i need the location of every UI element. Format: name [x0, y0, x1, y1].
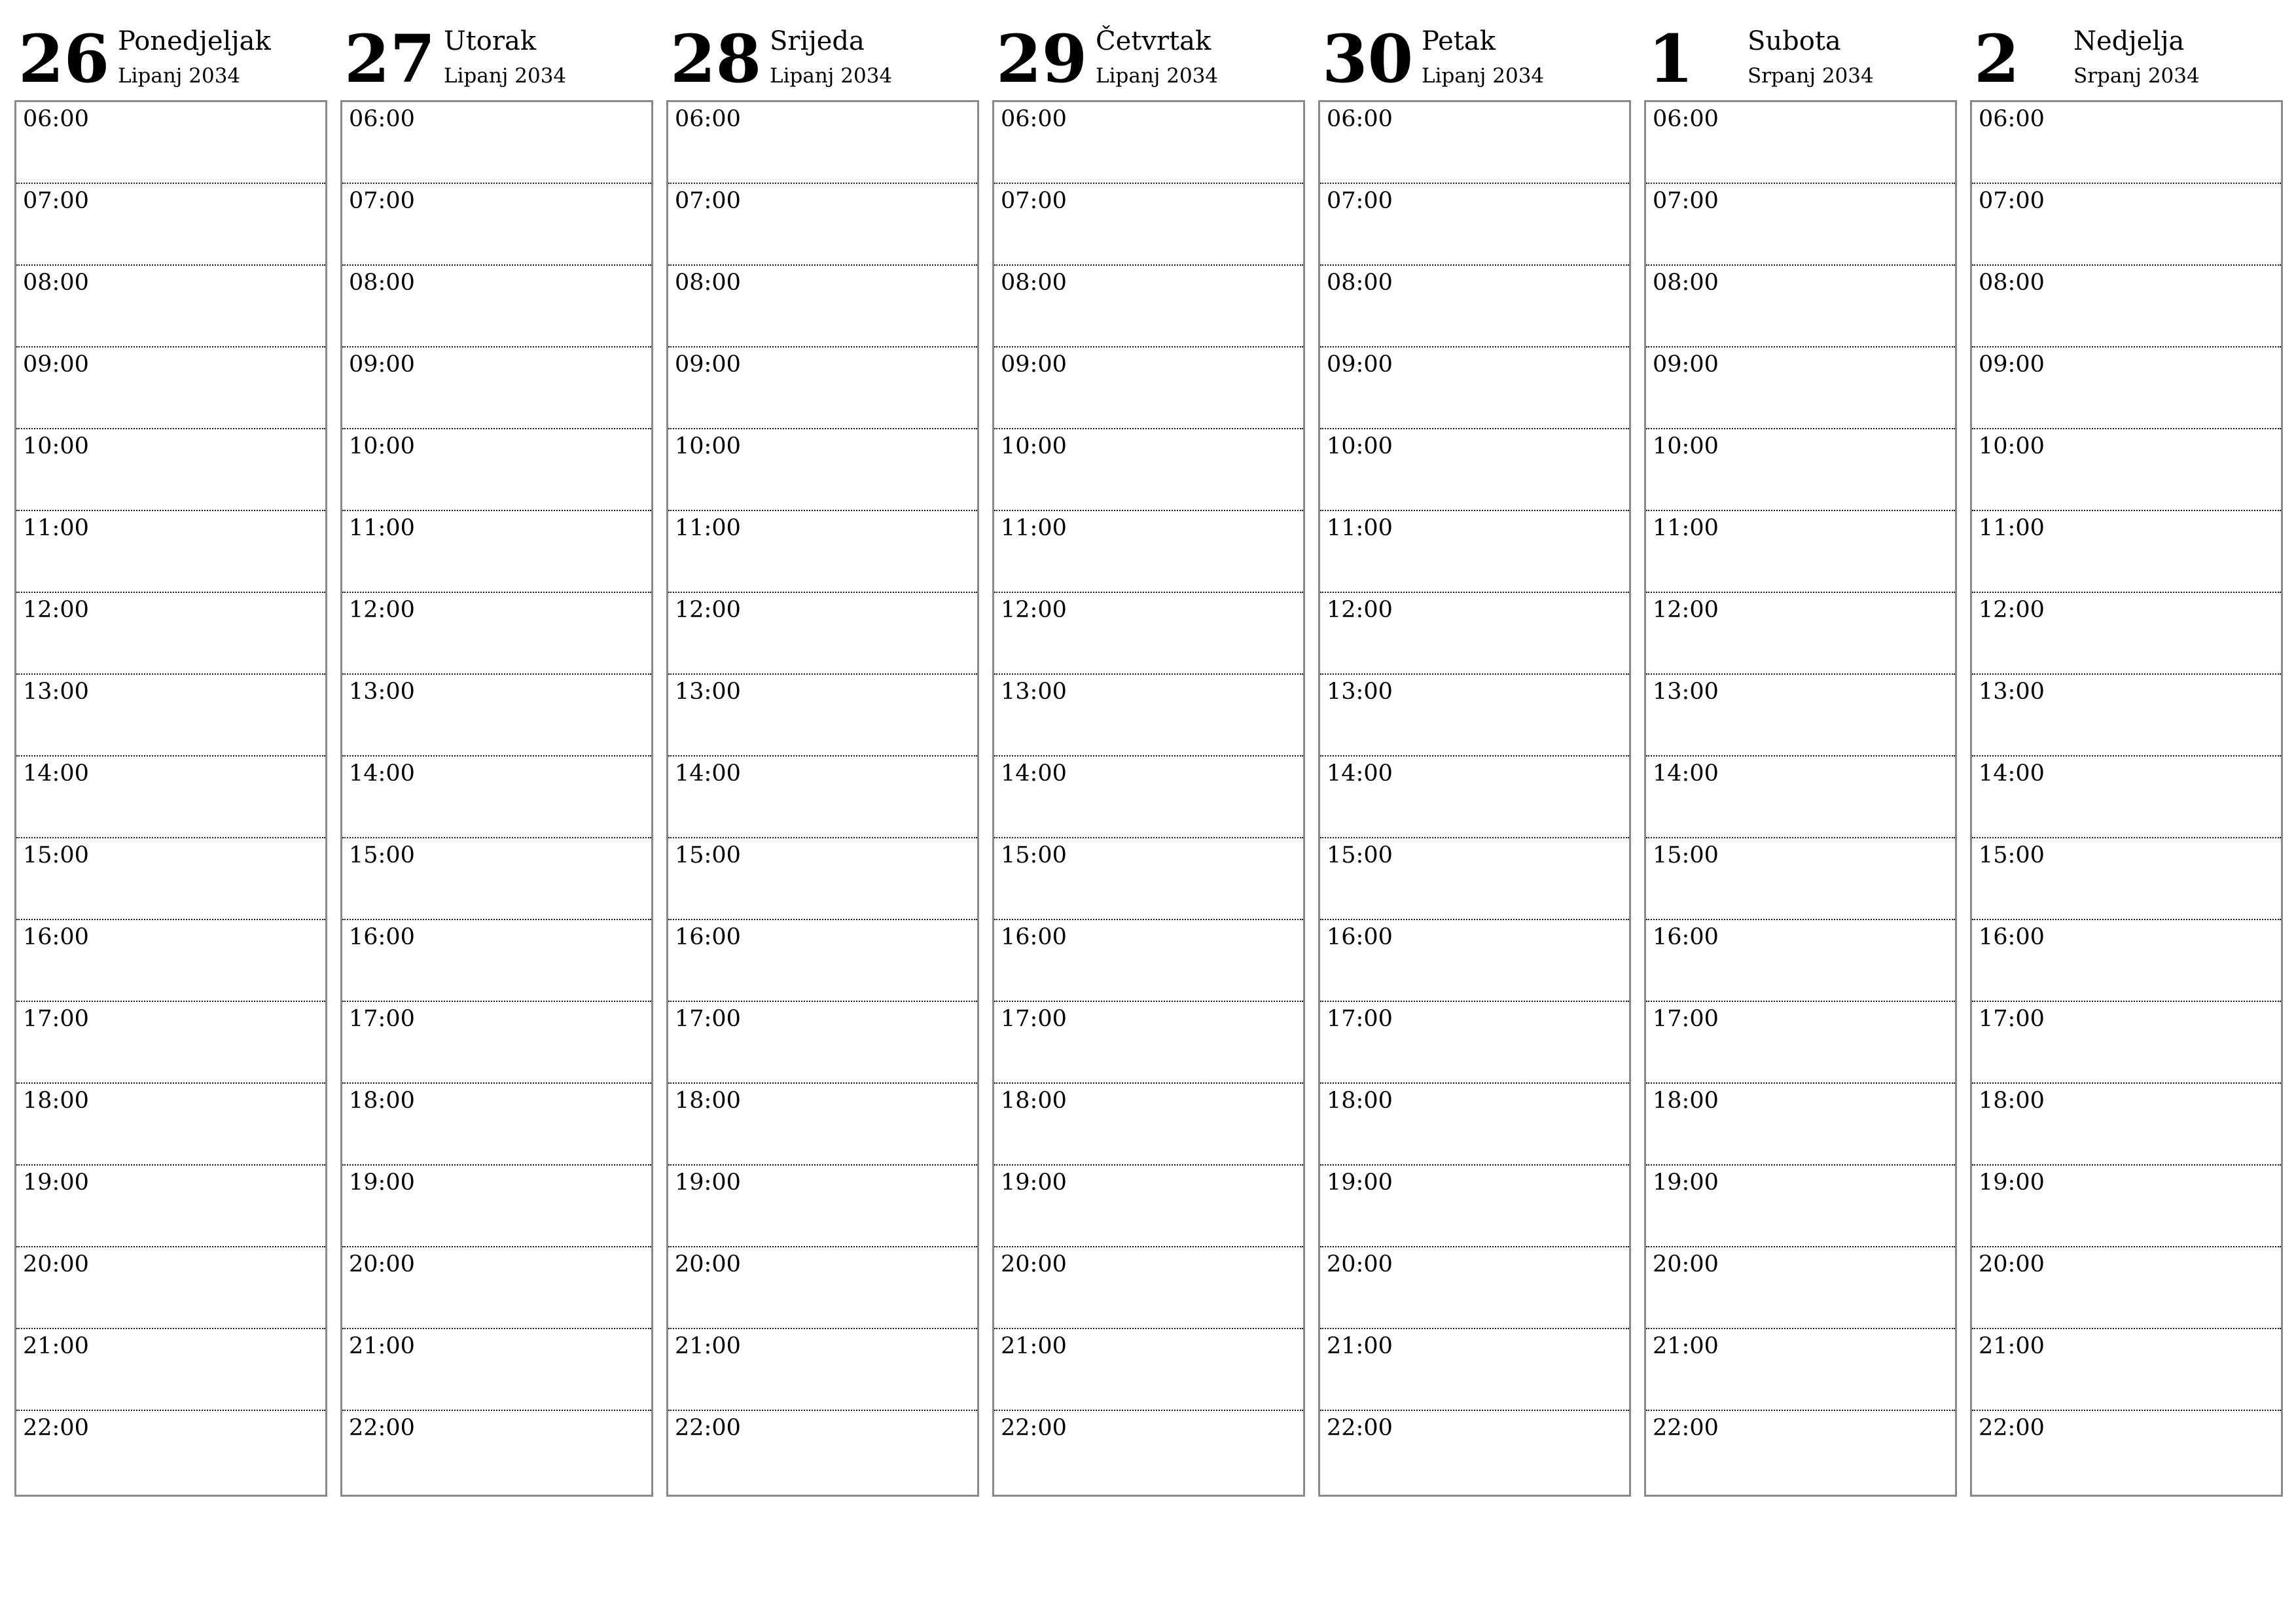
day-month-year: Lipanj 2034 [118, 64, 241, 88]
hour-slot[interactable] [994, 1411, 1303, 1493]
hour-slot[interactable] [1320, 757, 1629, 838]
day-column [14, 20, 326, 1500]
hour-label: 07:00 [349, 188, 415, 214]
hour-label: 14:00 [1653, 760, 1719, 787]
hour-label: 07:00 [1979, 188, 2045, 214]
hour-slot[interactable] [994, 102, 1303, 184]
hour-label: 21:00 [1979, 1333, 2045, 1359]
hour-label: 19:00 [23, 1169, 89, 1196]
hour-label: 15:00 [1327, 842, 1393, 868]
hour-slot[interactable] [668, 266, 977, 348]
hour-slot[interactable] [342, 1247, 651, 1329]
day-column [1970, 20, 2282, 1500]
day-number: 27 [344, 20, 436, 98]
hour-slot[interactable] [1320, 102, 1629, 184]
hour-label: 12:00 [1653, 597, 1719, 623]
day-number: 26 [18, 20, 110, 98]
hour-slot[interactable] [1320, 429, 1629, 511]
hour-label: 17:00 [23, 1006, 89, 1032]
hour-label: 17:00 [675, 1006, 741, 1032]
hour-slot[interactable] [1646, 348, 1955, 429]
hour-slot[interactable] [16, 266, 325, 348]
hour-slot[interactable] [994, 348, 1303, 429]
hour-label: 10:00 [1327, 433, 1393, 459]
hour-slot[interactable] [16, 184, 325, 266]
hour-slot[interactable] [342, 838, 651, 920]
hour-label: 15:00 [675, 842, 741, 868]
hour-label: 11:00 [1979, 515, 2045, 541]
hour-slot[interactable] [1320, 593, 1629, 675]
hour-slot[interactable] [342, 920, 651, 1002]
hour-label: 09:00 [1979, 351, 2045, 378]
hour-slots-box [666, 100, 979, 1497]
hour-label: 10:00 [1653, 433, 1719, 459]
hour-slot[interactable] [1972, 184, 2281, 266]
hour-slot[interactable] [668, 1411, 977, 1493]
weekly-planner [14, 20, 2283, 1500]
day-header [14, 20, 326, 99]
hour-label: 17:00 [1001, 1006, 1067, 1032]
hour-label: 07:00 [1327, 188, 1393, 214]
hour-slot[interactable] [1320, 348, 1629, 429]
hour-slot[interactable] [1646, 1411, 1955, 1493]
hour-label: 11:00 [675, 515, 741, 541]
hour-slot[interactable] [1972, 266, 2281, 348]
hour-label: 10:00 [675, 433, 741, 459]
hour-slot[interactable] [342, 348, 651, 429]
hour-label: 09:00 [1327, 351, 1393, 378]
day-name: Subota [1748, 26, 1841, 56]
hour-label: 16:00 [23, 924, 89, 950]
hour-slot[interactable] [1320, 675, 1629, 757]
hour-slot[interactable] [1320, 1166, 1629, 1247]
hour-slot[interactable] [1320, 266, 1629, 348]
hour-label: 14:00 [1327, 760, 1393, 787]
hour-slot[interactable] [1972, 757, 2281, 838]
hour-label: 08:00 [23, 270, 89, 296]
hour-label: 08:00 [1001, 270, 1067, 296]
hour-label: 10:00 [23, 433, 89, 459]
hour-slot[interactable] [342, 184, 651, 266]
hour-label: 13:00 [1653, 679, 1719, 705]
day-column [340, 20, 652, 1500]
hour-slot[interactable] [1646, 102, 1955, 184]
hour-label: 22:00 [1979, 1415, 2045, 1441]
hour-label: 22:00 [675, 1415, 741, 1441]
hour-slot[interactable] [16, 1329, 325, 1411]
hour-slot[interactable] [994, 1329, 1303, 1411]
day-month-year: Lipanj 2034 [444, 64, 567, 88]
hour-slot[interactable] [668, 920, 977, 1002]
day-name: Utorak [444, 26, 537, 56]
hour-slot[interactable] [994, 1166, 1303, 1247]
hour-label: 11:00 [1327, 515, 1393, 541]
hour-label: 19:00 [1001, 1169, 1067, 1196]
hour-slot[interactable] [342, 1411, 651, 1493]
hour-label: 20:00 [23, 1251, 89, 1277]
hour-slot[interactable] [16, 1084, 325, 1166]
day-name: Srijeda [770, 26, 865, 56]
hour-slot[interactable] [994, 266, 1303, 348]
hour-slot[interactable] [342, 511, 651, 593]
hour-slot[interactable] [16, 838, 325, 920]
hour-slot[interactable] [1646, 266, 1955, 348]
hour-slot[interactable] [16, 348, 325, 429]
hour-slot[interactable] [1320, 1247, 1629, 1329]
hour-label: 16:00 [675, 924, 741, 950]
hour-slot[interactable] [994, 593, 1303, 675]
hour-label: 06:00 [1001, 106, 1067, 132]
hour-label: 11:00 [349, 515, 415, 541]
hour-label: 18:00 [675, 1088, 741, 1114]
hour-label: 19:00 [1653, 1169, 1719, 1196]
hour-slot[interactable] [16, 593, 325, 675]
hour-slot[interactable] [668, 838, 977, 920]
hour-label: 10:00 [349, 433, 415, 459]
hour-label: 12:00 [1979, 597, 2045, 623]
hour-label: 20:00 [1979, 1251, 2045, 1277]
day-column [992, 20, 1304, 1500]
hour-slot[interactable] [1646, 184, 1955, 266]
hour-slot[interactable] [1972, 1166, 2281, 1247]
hour-slot[interactable] [1972, 1329, 2281, 1411]
day-month-year: Lipanj 2034 [1096, 64, 1219, 88]
hour-slot[interactable] [342, 757, 651, 838]
hour-label: 19:00 [1327, 1169, 1393, 1196]
hour-slot[interactable] [994, 920, 1303, 1002]
hour-slot[interactable] [342, 675, 651, 757]
hour-label: 19:00 [1979, 1169, 2045, 1196]
hour-label: 09:00 [23, 351, 89, 378]
hour-label: 12:00 [349, 597, 415, 623]
day-number: 30 [1322, 20, 1414, 98]
day-header [1644, 20, 1956, 99]
hour-slot[interactable] [1320, 1002, 1629, 1084]
hour-label: 06:00 [1979, 106, 2045, 132]
hour-slot[interactable] [16, 675, 325, 757]
hour-slots-box [1318, 100, 1631, 1497]
hour-label: 18:00 [1327, 1088, 1393, 1114]
hour-slot[interactable] [16, 757, 325, 838]
hour-label: 07:00 [1001, 188, 1067, 214]
hour-label: 08:00 [1653, 270, 1719, 296]
hour-label: 12:00 [1001, 597, 1067, 623]
day-name: Nedjelja [2073, 26, 2185, 56]
hour-slot[interactable] [16, 1002, 325, 1084]
day-header [1970, 20, 2282, 99]
hour-slot[interactable] [1646, 593, 1955, 675]
hour-label: 12:00 [23, 597, 89, 623]
day-name: Četvrtak [1096, 26, 1211, 56]
hour-slot[interactable] [16, 1166, 325, 1247]
hour-label: 07:00 [1653, 188, 1719, 214]
hour-label: 21:00 [1001, 1333, 1067, 1359]
day-header [666, 20, 978, 99]
hour-label: 12:00 [1327, 597, 1393, 623]
hour-label: 14:00 [675, 760, 741, 787]
hour-label: 16:00 [1979, 924, 2045, 950]
day-name: Petak [1422, 26, 1496, 56]
hour-label: 21:00 [1653, 1333, 1719, 1359]
hour-slot[interactable] [342, 102, 651, 184]
day-header [340, 20, 652, 99]
hour-slot[interactable] [668, 1329, 977, 1411]
hour-label: 11:00 [1653, 515, 1719, 541]
hour-label: 09:00 [1001, 351, 1067, 378]
day-month-year: Srpanj 2034 [2073, 64, 2200, 88]
hour-slot[interactable] [668, 511, 977, 593]
hour-slot[interactable] [342, 429, 651, 511]
hour-slot[interactable] [1646, 1084, 1955, 1166]
hour-label: 22:00 [349, 1415, 415, 1441]
hour-label: 10:00 [1979, 433, 2045, 459]
hour-slot[interactable] [1320, 1329, 1629, 1411]
hour-label: 06:00 [23, 106, 89, 132]
hour-label: 14:00 [1979, 760, 2045, 787]
hour-label: 15:00 [1001, 842, 1067, 868]
hour-slot[interactable] [342, 593, 651, 675]
hour-label: 15:00 [349, 842, 415, 868]
hour-slot[interactable] [1972, 1084, 2281, 1166]
hour-slot[interactable] [994, 1084, 1303, 1166]
hour-slot[interactable] [16, 1411, 325, 1493]
hour-label: 17:00 [1653, 1006, 1719, 1032]
hour-label: 13:00 [675, 679, 741, 705]
hour-slots-box [992, 100, 1305, 1497]
day-month-year: Lipanj 2034 [770, 64, 893, 88]
hour-slots-box [340, 100, 653, 1497]
hour-label: 06:00 [349, 106, 415, 132]
hour-slot[interactable] [994, 184, 1303, 266]
hour-label: 22:00 [1653, 1415, 1719, 1441]
hour-label: 14:00 [23, 760, 89, 787]
day-number: 29 [996, 20, 1088, 98]
hour-slot[interactable] [1646, 920, 1955, 1002]
hour-slots-box [1970, 100, 2283, 1497]
day-header [1318, 20, 1630, 99]
hour-slot[interactable] [668, 1084, 977, 1166]
hour-label: 15:00 [1653, 842, 1719, 868]
hour-slot[interactable] [1972, 1247, 2281, 1329]
hour-slot[interactable] [668, 1002, 977, 1084]
hour-slot[interactable] [994, 838, 1303, 920]
hour-slot[interactable] [342, 1166, 651, 1247]
hour-label: 07:00 [23, 188, 89, 214]
hour-label: 19:00 [349, 1169, 415, 1196]
hour-slot[interactable] [1320, 511, 1629, 593]
hour-slot[interactable] [16, 429, 325, 511]
hour-slot[interactable] [668, 593, 977, 675]
hour-label: 13:00 [1979, 679, 2045, 705]
hour-label: 14:00 [1001, 760, 1067, 787]
hour-slot[interactable] [994, 675, 1303, 757]
hour-label: 09:00 [675, 351, 741, 378]
hour-label: 08:00 [1979, 270, 2045, 296]
hour-label: 15:00 [23, 842, 89, 868]
hour-slot[interactable] [1972, 675, 2281, 757]
hour-slot[interactable] [668, 348, 977, 429]
hour-label: 18:00 [1653, 1088, 1719, 1114]
hour-slot[interactable] [16, 102, 325, 184]
hour-slot[interactable] [1646, 838, 1955, 920]
hour-label: 06:00 [1653, 106, 1719, 132]
hour-slot[interactable] [1320, 920, 1629, 1002]
hour-label: 09:00 [349, 351, 415, 378]
hour-label: 21:00 [675, 1333, 741, 1359]
hour-label: 12:00 [675, 597, 741, 623]
hour-label: 13:00 [1001, 679, 1067, 705]
hour-slots-box [1644, 100, 1957, 1497]
hour-label: 14:00 [349, 760, 415, 787]
day-header [992, 20, 1304, 99]
hour-label: 09:00 [1653, 351, 1719, 378]
hour-slot[interactable] [668, 675, 977, 757]
hour-label: 16:00 [1327, 924, 1393, 950]
day-month-year: Srpanj 2034 [1748, 64, 1874, 88]
hour-label: 21:00 [1327, 1333, 1393, 1359]
hour-slot[interactable] [342, 1002, 651, 1084]
hour-slot[interactable] [342, 1084, 651, 1166]
hour-label: 08:00 [349, 270, 415, 296]
day-column [666, 20, 978, 1500]
hour-label: 13:00 [23, 679, 89, 705]
hour-slot[interactable] [994, 429, 1303, 511]
hour-label: 06:00 [1327, 106, 1393, 132]
hour-slot[interactable] [1972, 511, 2281, 593]
hour-slot[interactable] [1646, 675, 1955, 757]
hour-label: 19:00 [675, 1169, 741, 1196]
hour-slot[interactable] [668, 1247, 977, 1329]
hour-slot[interactable] [1646, 1247, 1955, 1329]
hour-label: 18:00 [1979, 1088, 2045, 1114]
hour-slot[interactable] [1972, 429, 2281, 511]
hour-label: 17:00 [1979, 1006, 2045, 1032]
hour-label: 17:00 [1327, 1006, 1393, 1032]
hour-slots-box [14, 100, 327, 1497]
hour-slot[interactable] [1972, 102, 2281, 184]
hour-label: 11:00 [23, 515, 89, 541]
hour-label: 16:00 [1001, 924, 1067, 950]
day-name: Ponedjeljak [118, 26, 271, 56]
hour-slot[interactable] [16, 920, 325, 1002]
hour-slot[interactable] [994, 511, 1303, 593]
hour-slot[interactable] [1972, 1002, 2281, 1084]
hour-label: 06:00 [675, 106, 741, 132]
hour-label: 10:00 [1001, 433, 1067, 459]
hour-slot[interactable] [16, 1247, 325, 1329]
hour-slot[interactable] [342, 1329, 651, 1411]
hour-slot[interactable] [1320, 1084, 1629, 1166]
hour-label: 20:00 [349, 1251, 415, 1277]
hour-slot[interactable] [994, 1002, 1303, 1084]
hour-label: 22:00 [1001, 1415, 1067, 1441]
hour-label: 20:00 [1653, 1251, 1719, 1277]
hour-slot[interactable] [1646, 1002, 1955, 1084]
hour-label: 20:00 [1001, 1251, 1067, 1277]
day-number: 1 [1648, 20, 1694, 98]
hour-slot[interactable] [994, 757, 1303, 838]
hour-slot[interactable] [1646, 1329, 1955, 1411]
hour-label: 13:00 [1327, 679, 1393, 705]
hour-slot[interactable] [1320, 184, 1629, 266]
hour-slot[interactable] [1972, 920, 2281, 1002]
hour-label: 22:00 [1327, 1415, 1393, 1441]
hour-label: 16:00 [349, 924, 415, 950]
hour-label: 16:00 [1653, 924, 1719, 950]
hour-slot[interactable] [1972, 1411, 2281, 1493]
hour-label: 20:00 [675, 1251, 741, 1277]
hour-slot[interactable] [16, 511, 325, 593]
hour-slot[interactable] [1646, 429, 1955, 511]
hour-label: 08:00 [1327, 270, 1393, 296]
hour-slot[interactable] [668, 184, 977, 266]
day-column [1318, 20, 1630, 1500]
hour-slot[interactable] [1972, 593, 2281, 675]
hour-slot[interactable] [668, 757, 977, 838]
hour-label: 15:00 [1979, 842, 2045, 868]
day-column [1644, 20, 1956, 1500]
day-month-year: Lipanj 2034 [1422, 64, 1545, 88]
day-number: 28 [670, 20, 762, 98]
hour-label: 11:00 [1001, 515, 1067, 541]
hour-slot[interactable] [1320, 1411, 1629, 1493]
hour-slot[interactable] [1646, 511, 1955, 593]
hour-slot[interactable] [1646, 757, 1955, 838]
hour-slot[interactable] [1972, 838, 2281, 920]
hour-slot[interactable] [668, 429, 977, 511]
hour-slot[interactable] [1646, 1166, 1955, 1247]
hour-slot[interactable] [342, 266, 651, 348]
hour-slot[interactable] [668, 1166, 977, 1247]
hour-label: 08:00 [675, 270, 741, 296]
hour-label: 18:00 [1001, 1088, 1067, 1114]
hour-label: 21:00 [349, 1333, 415, 1359]
hour-label: 07:00 [675, 188, 741, 214]
hour-label: 21:00 [23, 1333, 89, 1359]
hour-label: 17:00 [349, 1006, 415, 1032]
hour-slot[interactable] [994, 1247, 1303, 1329]
hour-label: 13:00 [349, 679, 415, 705]
hour-label: 18:00 [23, 1088, 89, 1114]
hour-label: 20:00 [1327, 1251, 1393, 1277]
hour-label: 18:00 [349, 1088, 415, 1114]
day-number: 2 [1974, 20, 2020, 98]
hour-slot[interactable] [668, 102, 977, 184]
hour-slot[interactable] [1320, 838, 1629, 920]
hour-slot[interactable] [1972, 348, 2281, 429]
hour-label: 22:00 [23, 1415, 89, 1441]
